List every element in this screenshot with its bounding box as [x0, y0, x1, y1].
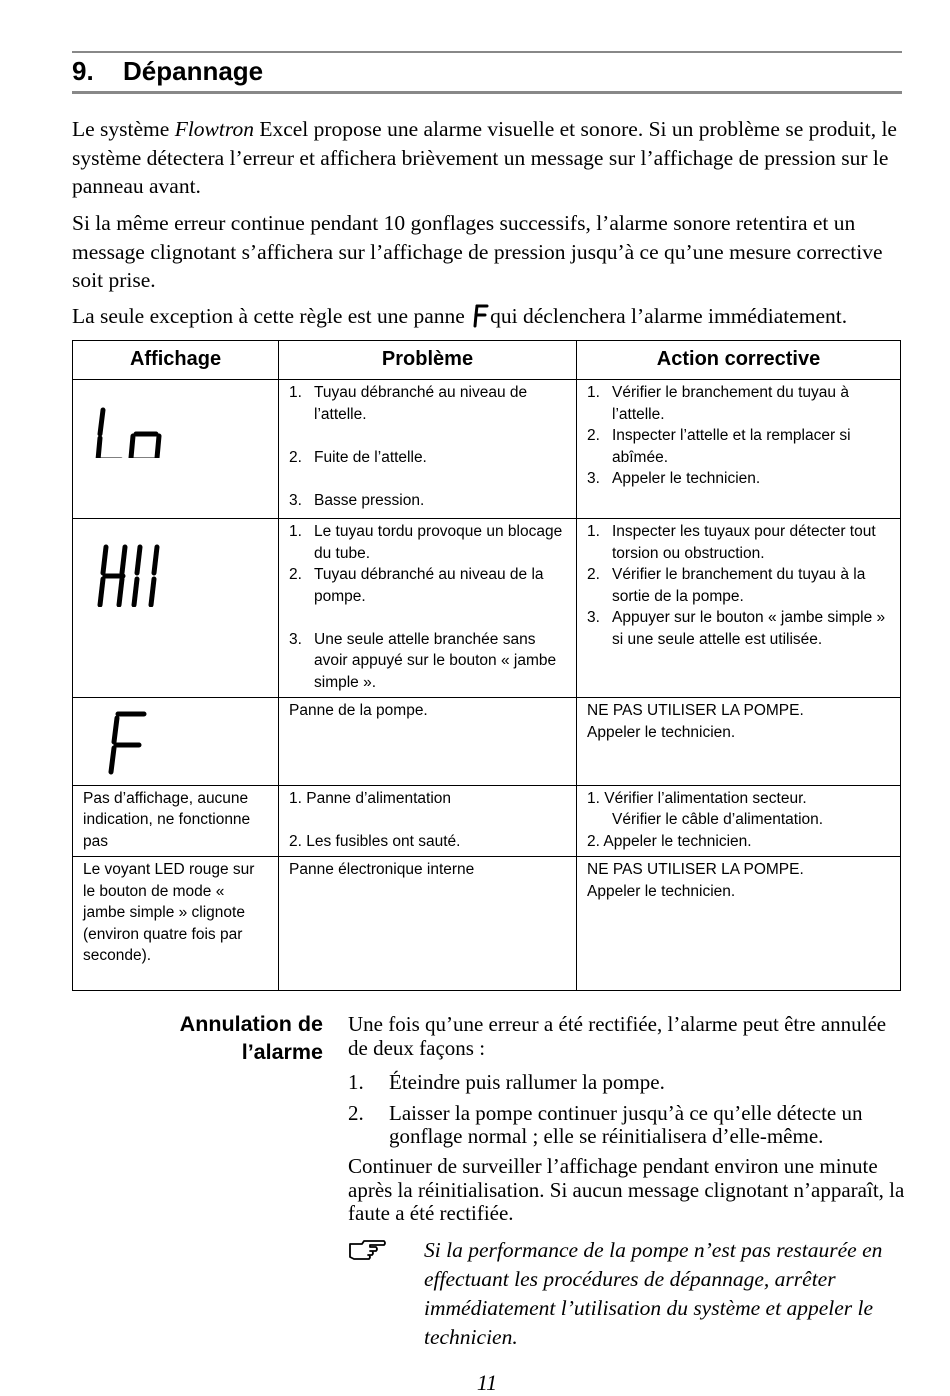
section-title: Dépannage — [123, 56, 264, 86]
action-text — [577, 786, 900, 857]
intro-text: La seule exception à cette règle est une panne — [72, 304, 471, 328]
item-text: Le tuyau tordu provoque un blocage du tube. — [314, 523, 563, 562]
item-text: Inspecter les tuyaux pour détecter tout torsion ou obstruction. — [612, 523, 876, 562]
intro-paragraph-3 — [72, 302, 907, 337]
item-text: Basse pression. — [314, 491, 425, 509]
action-text — [577, 698, 900, 747]
cancel-after: Continuer de surveiller l’affichage pendant environ une minute après la réinitialisation. Si aucun message clignotant n’apparaît, la faute a été rectifiée. — [348, 1154, 905, 1225]
action-warning: NE PAS UTILISER LA POMPE. — [587, 702, 804, 719]
item-number: 3. — [289, 491, 302, 509]
action-line: Vérifier le câble d’alimentation. — [612, 811, 824, 828]
action-line: 1. Vérifier l’alimentation secteur. — [587, 789, 807, 807]
list-item — [587, 564, 892, 607]
display-hi-segment — [73, 519, 278, 614]
item-number: 1. — [587, 523, 600, 540]
item-text: Appuyer sur le bouton « jambe simple » si une seule attelle est utilisée. — [612, 609, 886, 648]
list-item — [587, 425, 892, 468]
display-text: Le voyant LED rouge sur le bouton de mode « jambe simple » clignote (environ quatre fois par seconde). — [83, 861, 255, 964]
header-problem: Problème — [279, 341, 577, 380]
page-number: 11 — [476, 1370, 498, 1395]
problem-text: Panne de la pompe. — [289, 702, 428, 719]
item-text: Vérifier le branchement du tuyau à l’attelle. — [612, 384, 849, 423]
problem-line: 1. Panne d’alimentation — [289, 789, 452, 807]
item-text: Vérifier le branchement du tuyau à la sortie de la pompe. — [612, 566, 866, 605]
troubleshooting-table — [72, 340, 901, 991]
header-action: Action corrective — [577, 341, 901, 380]
display-text-cell — [73, 857, 279, 991]
display-text-cell — [73, 785, 279, 857]
action-cell — [577, 785, 901, 857]
action-warning: NE PAS UTILISER LA POMPE. — [587, 861, 804, 878]
item-number: 2. — [289, 566, 302, 583]
list-item — [587, 607, 892, 650]
table-header-row — [73, 341, 901, 380]
problem-cell — [279, 519, 577, 698]
problem-cell — [279, 857, 577, 991]
problem-cell — [279, 698, 577, 786]
item-number: 1. — [289, 384, 302, 401]
step-text: Éteindre puis rallumer la pompe. — [389, 1070, 665, 1094]
action-cell — [577, 857, 901, 991]
item-text: Tuyau débranché au niveau de la pompe. — [314, 566, 544, 605]
intro-paragraph-1 — [72, 115, 907, 201]
cancel-steps — [348, 1071, 908, 1156]
caution-note: Si la performance de la pompe n’est pas restaurée en effectuant les procédures de dépannage, arrêter immédiatement l’utilisation du système et appeler le technicien. — [424, 1238, 883, 1349]
list-item — [289, 447, 568, 469]
step-text: Laisser la pompe continuer jusqu’à ce qu’elle détecte un gonflage normal ; elle se réinitialisera d’elle-même. — [389, 1100, 863, 1148]
pointing-hand-icon — [348, 1238, 388, 1267]
item-text: Tuyau débranché au niveau de l’attelle. — [314, 384, 528, 423]
item-number: 3. — [587, 470, 600, 487]
fault-f-symbol — [473, 303, 489, 337]
cancel-intro: Une fois qu’une erreur a été rectifiée, l’alarme peut être annulée de deux façons : — [348, 1012, 887, 1060]
table-row — [73, 857, 901, 991]
action-cell — [577, 380, 901, 519]
list-item — [587, 382, 892, 425]
table-row — [73, 519, 901, 698]
display-hi-cell — [73, 519, 279, 698]
item-text: Une seule attelle branchée sans avoir appuyé sur le bouton « jambe simple ». — [314, 630, 557, 691]
item-number: 1. — [289, 523, 302, 540]
item-number: 3. — [587, 609, 600, 626]
problem-line: 2. Les fusibles ont sauté. — [289, 832, 461, 850]
table-row — [73, 380, 901, 519]
intro-text: Excel propose une alarme visuelle et sonore. Si un problème se produit, le système détectera l’erreur et affichera brièvement un message sur l’affichage de pression sur le panneau avant. — [72, 117, 897, 198]
display-text: Pas d’affichage, aucune indication, ne fonctionne pas — [83, 789, 251, 850]
action-cell — [577, 698, 901, 786]
list-item — [348, 1071, 908, 1095]
item-number: 1. — [587, 384, 600, 401]
intro-text: qui déclenchera l’alarme immédiatement. — [490, 304, 848, 328]
step-number: 1. — [348, 1070, 364, 1094]
section-number: 9. — [72, 56, 94, 86]
heading-rule — [72, 91, 902, 94]
problem-text — [279, 786, 576, 857]
intro-text: Le système — [72, 117, 175, 141]
intro-paragraph-2: Si la même erreur continue pendant 10 gonflages successifs, l’alarme sonore retentira et un message clignotant s’affichera sur l’affichage de pression jusqu’à ce qu’une mesure corrective soit prise. — [72, 211, 883, 292]
action-line: 2. Appeler le technicien. — [587, 832, 752, 850]
list-item — [289, 629, 568, 694]
list-item — [348, 1102, 908, 1149]
display-lo-segment — [73, 380, 278, 465]
table-row — [73, 698, 901, 786]
list-item — [289, 521, 568, 564]
item-number: 2. — [289, 448, 302, 466]
item-text: Inspecter l’attelle et la remplacer si abîmée. — [612, 427, 851, 466]
list-item — [289, 382, 568, 425]
action-call: Appeler le technicien. — [587, 882, 736, 900]
action-cell — [577, 519, 901, 698]
list-item — [587, 521, 892, 564]
step-number: 2. — [348, 1100, 364, 1125]
list-item — [289, 490, 568, 512]
problem-cell — [279, 380, 577, 519]
header-display: Affichage — [73, 341, 279, 380]
item-number: 2. — [587, 427, 600, 444]
display-lo-cell — [73, 380, 279, 519]
item-text: Fuite de l’attelle. — [314, 448, 427, 466]
action-text — [577, 857, 900, 906]
item-number: 2. — [587, 566, 600, 583]
section-heading — [72, 53, 263, 89]
table-row — [73, 785, 901, 857]
cancel-alarm-heading: Annulation de l’alarme — [179, 1012, 323, 1064]
display-f-segment — [73, 698, 278, 785]
item-number: 3. — [289, 630, 302, 648]
problem-text: Panne électronique interne — [289, 861, 475, 878]
list-item — [289, 564, 568, 607]
list-item — [587, 468, 892, 490]
action-call: Appeler le technicien. — [587, 723, 736, 741]
problem-cell — [279, 785, 577, 857]
brand-name: Flowtron — [174, 117, 254, 141]
item-text: Appeler le technicien. — [612, 470, 761, 487]
display-f-cell — [73, 698, 279, 786]
